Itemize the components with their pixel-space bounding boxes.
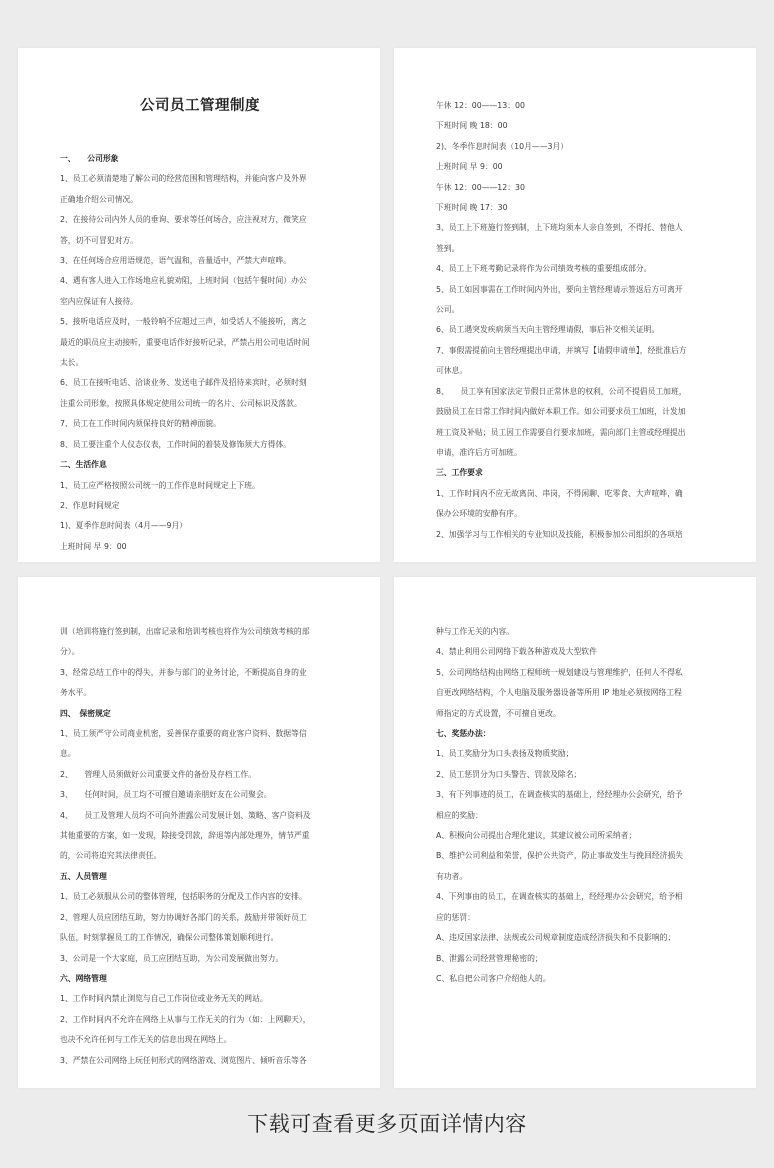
text-line: 下班时间 晚 18：00 bbox=[436, 121, 508, 131]
text-line: 3、公司是一个大家庭，员工应团结互助，为公司发展做出努力。 bbox=[60, 953, 284, 963]
text-line: 最近的职员应主动接听，重要电话作好接听记录，严禁占用公司电话时间 bbox=[60, 337, 310, 347]
text-line: 上班时间 早 9：00 bbox=[60, 541, 127, 551]
text-line: 1)、夏季作息时间表（4月——9月） bbox=[60, 521, 188, 531]
text-line: 3、严禁在公司网络上玩任何形式的网络游戏、浏览图片、倾听音乐等各 bbox=[60, 1055, 307, 1065]
text-line: 3、有下列事迹的员工，在调查核实的基础上，经经理办公会研究，给予 bbox=[436, 790, 683, 800]
text-line: A、积极向公司提出合理化建议，其建议被公司所采纳者； bbox=[436, 831, 637, 841]
section-heading: 四、 保密规定 bbox=[60, 708, 111, 718]
text-line: 上班时间 早 9：00 bbox=[436, 162, 503, 172]
document-page-3 bbox=[18, 577, 380, 1088]
text-line: 室内应保证有人接待。 bbox=[60, 296, 138, 306]
text-line: 师指定的方式设置，不可擅自更改。 bbox=[436, 708, 561, 718]
text-line: C、私自把公司客户介绍他人的。 bbox=[436, 973, 551, 983]
text-line: 4、员工上下班考勤记录将作为公司绩效考核的重要组成部分。 bbox=[436, 264, 652, 274]
text-line: 的，公司将追究其法律责任。 bbox=[60, 851, 162, 861]
text-line: 午休 12：00——12：30 bbox=[436, 182, 525, 192]
text-line: 4、下列事由的员工，在调查核实的基础上，经经理办公会研究，给予相 bbox=[436, 892, 683, 902]
page-2-text bbox=[436, 96, 716, 545]
text-line: 2、作息时间规定 bbox=[60, 500, 120, 510]
document-page-1 bbox=[18, 48, 380, 562]
text-line: 2、在接待公司内外人员的垂询、要求等任何场合，应注视对方，微笑应 bbox=[60, 215, 307, 225]
text-line: 相应的奖励： bbox=[436, 810, 483, 820]
text-line: 有功者。 bbox=[436, 871, 468, 881]
section-heading: 二、生活作息 bbox=[60, 460, 107, 470]
text-line: 4、禁止利用公司网络下载各种游戏及大型软件 bbox=[436, 647, 597, 657]
text-line: 保办公环境的安静有序。 bbox=[436, 509, 522, 519]
text-line: 8、 员工享有国家法定节假日正常休息的权利，公司不提倡员工加班， bbox=[436, 386, 687, 396]
download-more-caption: 下载可查看更多页面详情内容 bbox=[247, 1112, 527, 1136]
document-title: 公司员工管理制度 bbox=[140, 98, 260, 114]
text-line: 2、工作时间内不允许在网络上从事与工作无关的行为（如：上网聊天）， bbox=[60, 1014, 311, 1024]
text-line: 班工资及补贴；员工因工作需要自行要求加班，需向部门主管或经理提出 bbox=[436, 427, 686, 437]
text-line: 3、经常总结工作中的得失，并参与部门的业务讨论，不断提高自身的业 bbox=[60, 667, 307, 677]
text-line: 2)、冬季作息时间表（10月——3月） bbox=[436, 141, 569, 151]
text-line: 种与工作无关的内容。 bbox=[436, 627, 514, 636]
text-line: 分）。 bbox=[60, 647, 80, 657]
text-line: B、维护公司利益和荣誉，保护公共资产，防止事故发生与挽回经济损失 bbox=[436, 851, 684, 861]
text-line: 可休息。 bbox=[436, 366, 468, 376]
document-page-2 bbox=[394, 48, 756, 562]
text-line: 5、员工如因事需在工作时间内外出，要向主管经理请示签返后方可离开 bbox=[436, 284, 683, 294]
text-line: 申请，准许后方可加班。 bbox=[436, 447, 522, 457]
text-line: 1、工作时间内不应无故离岗、串岗，不得闲聊、吃零食、大声喧哗，确 bbox=[436, 488, 683, 498]
text-line: 6、员工在接听电话、洽谈业务、发送电子邮件及招待来宾时，必须时刻 bbox=[60, 378, 307, 388]
text-line: 鼓励员工在日常工作时间内做好本职工作。如公司要求员工加班，计发加 bbox=[436, 407, 686, 417]
page-3-text bbox=[60, 622, 340, 1071]
page-1-text bbox=[60, 149, 340, 557]
text-line: 5、接听电话应及时，一般铃响不应超过三声，如受话人不能接听，离之 bbox=[60, 317, 307, 327]
text-line: 2、员工惩罚分为口头警告、罚款及除名； bbox=[436, 769, 582, 779]
text-line: 5、公司网络结构由网络工程师统一规划建设与管理维护，任何人不得私 bbox=[436, 667, 683, 677]
text-line: 2、加强学习与工作相关的专业知识及技能，积极参加公司组织的各项培 bbox=[436, 529, 683, 539]
text-line: 队伍，时刻掌握员工的工作情况，确保公司整体策划顺利进行。 bbox=[60, 933, 279, 943]
text-line: 公司。 bbox=[436, 305, 460, 315]
text-line: 正确地介绍公司情况。 bbox=[60, 194, 138, 204]
text-line: 其他重要的方案，如一发现，除接受罚款，辞退等内部处理外，情节严重 bbox=[60, 831, 310, 841]
text-line: 应的惩罚： bbox=[436, 912, 475, 922]
section-heading: 七、奖惩办法： bbox=[436, 729, 491, 739]
text-line: 1、员工必须服从公司的整体管理，包括职务的分配及工作内容的安排。 bbox=[60, 892, 307, 902]
text-line: 1、员工应严格按照公司统一的工作作息时间规定上下班。 bbox=[60, 480, 260, 490]
text-line: 签到。 bbox=[436, 243, 460, 253]
section-heading: 五、人员管理 bbox=[60, 871, 107, 881]
text-line: 也决不允许任何与工作无关的信息出现在网络上。 bbox=[60, 1035, 232, 1045]
text-line: 息。 bbox=[60, 749, 76, 759]
text-line: 1、工作时间内禁止浏览与自己工作岗位或业务无关的网站。 bbox=[60, 994, 268, 1004]
text-line: 6、员工遇突发疾病须当天向主管经理请假，事后补交相关证明。 bbox=[436, 325, 660, 335]
text-line: 3、 任何时间，员工均不可擅自邀请亲朋好友在公司聚会。 bbox=[60, 790, 272, 800]
text-line: 1、员工奖励分为口头表扬及物质奖励； bbox=[436, 749, 574, 759]
text-line: 午休 12：00——13：00 bbox=[436, 101, 525, 110]
text-line: 4、遇有客人进入工作场地应礼貌劝阻，上班时间（包括午餐时间）办公 bbox=[60, 276, 307, 286]
text-line: 答，切不可冒犯对方。 bbox=[60, 235, 138, 245]
text-line: 3、员工上下班施行签到制，上下班均须本人亲自签到，不得托、替他人 bbox=[436, 223, 683, 233]
text-line: 2、 管理人员须做好公司重要文件的备份及存档工作。 bbox=[60, 769, 256, 779]
text-line: 注重公司形象，按照具体规定使用公司统一的名片、公司标识及落款。 bbox=[60, 398, 302, 408]
text-line: 3、在任何场合应用语规范，语气温和，音量适中，严禁大声喧哗。 bbox=[60, 256, 292, 266]
section-heading: 六、网络管理 bbox=[60, 973, 107, 983]
text-line: 训（培训将施行签到制，出席记录和培训考核也将作为公司绩效考核的部 bbox=[60, 627, 310, 636]
section-heading: 三、工作要求 bbox=[436, 468, 483, 478]
text-line: 4、 员工及管理人员均不可向外泄露公司发展计划、策略、客户资料及 bbox=[60, 810, 311, 820]
text-line: A、违反国家法律、法规或公司规章制度造成经济损失和不良影响的； bbox=[436, 933, 676, 943]
text-line: B、泄露公司经营管理秘密的； bbox=[436, 953, 543, 963]
page-4-text bbox=[436, 622, 716, 989]
text-line: 7、员工在工作时间内须保持良好的精神面貌。 bbox=[60, 419, 221, 429]
text-line: 自更改网络结构，个人电脑及服务器设备等所用 IP 地址必须按网络工程 bbox=[436, 688, 682, 698]
text-line: 下班时间 晚 17：30 bbox=[436, 203, 508, 213]
text-line: 2、管理人员应团结互助，努力协调好各部门的关系，鼓励并带领好员工 bbox=[60, 912, 307, 922]
text-line: 7、事假需提前向主管经理提出申请，并填写【请假申请单】，经批准后方 bbox=[436, 345, 687, 355]
section-heading: 一、 公司形象 bbox=[60, 154, 119, 163]
text-line: 8、员工要注重个人仪态仪表，工作时间的着装及修饰须大方得体。 bbox=[60, 439, 292, 449]
document-page-4 bbox=[394, 577, 756, 1088]
text-line: 1、员工须严守公司商业机密，妥善保存重要的商业客户资料、数据等信 bbox=[60, 729, 307, 739]
text-line: 太长。 bbox=[60, 358, 84, 368]
text-line: 务水平。 bbox=[60, 688, 92, 698]
text-line: 1、员工必须清楚地了解公司的经营范围和管理结构，并能向客户及外界 bbox=[60, 174, 307, 184]
